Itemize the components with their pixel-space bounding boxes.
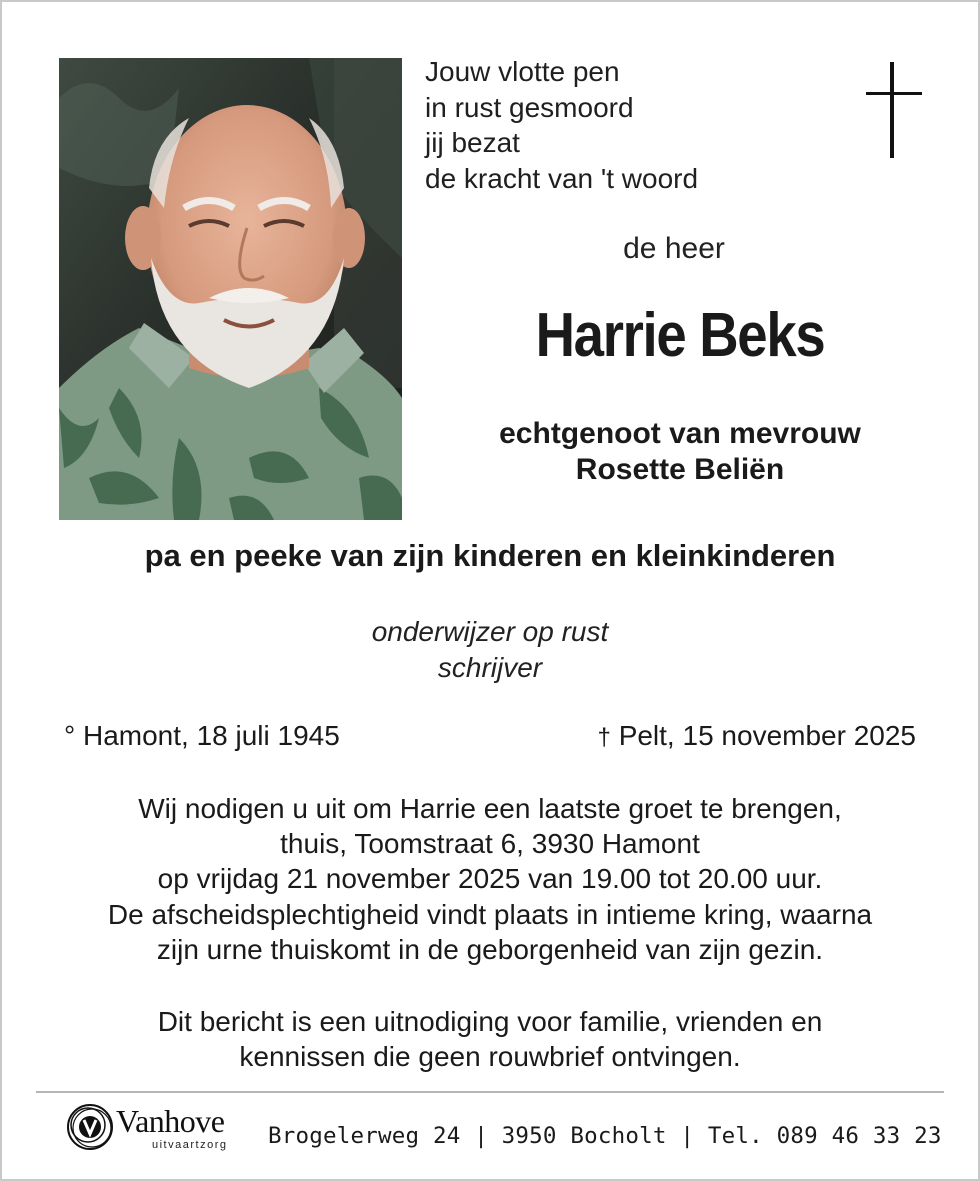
invitation-line: De afscheidsplechtigheid vindt plaats in intieme kring, waarna bbox=[107, 898, 873, 930]
funeral-home-logo bbox=[64, 1101, 254, 1157]
poem-line: Jouw vlotte pen bbox=[425, 56, 620, 87]
invitation-line: thuis, Toomstraat 6, 3930 Hamont bbox=[280, 828, 700, 860]
poem-line: de kracht van 't woord bbox=[425, 162, 699, 194]
birth-place-date: Hamont, 18 juli 1945 bbox=[82, 720, 340, 751]
death-info bbox=[598, 720, 916, 752]
spouse-name: Rosette Beliën bbox=[575, 453, 785, 486]
invitation-line: Wij nodigen u uit om Harrie een laatste groet te brengen, bbox=[138, 793, 842, 824]
notice-line: kennissen die geen rouwbrief ontvingen. bbox=[239, 1041, 741, 1073]
cross-icon bbox=[866, 62, 922, 158]
footer-divider bbox=[36, 1091, 944, 1093]
invitation-line: op vrijdag 21 november 2025 van 19.00 tot 20.00 uur. bbox=[157, 863, 823, 895]
invitation-text bbox=[0, 791, 980, 967]
title-prefix: de heer bbox=[623, 232, 725, 265]
birth-info bbox=[64, 720, 340, 752]
footer-address: Brogelerweg 24 | 3950 Bocholt | Tel. 089 46 33 23 bbox=[268, 1123, 942, 1149]
occupation-line: schrijver bbox=[437, 652, 543, 683]
logo-subtitle: uitvaartzorg bbox=[152, 1139, 228, 1151]
spouse-line: echtgenoot van mevrouw bbox=[499, 417, 861, 450]
deceased-name: Harrie Beks bbox=[535, 301, 825, 370]
logo-name: Vanhove bbox=[116, 1103, 225, 1139]
birth-mark: ° bbox=[64, 720, 76, 751]
poem-line: jij bezat bbox=[425, 127, 520, 158]
family-role: pa en peeke van zijn kinderen en kleinkinderen bbox=[144, 538, 836, 573]
poem-line: in rust gesmoord bbox=[425, 91, 634, 123]
logo-emblem-icon bbox=[64, 1101, 116, 1153]
portrait-photo bbox=[59, 58, 402, 520]
occupation-line: onderwijzer op rust bbox=[371, 616, 609, 647]
invitation-line: zijn urne thuiskomt in de geborgenheid van zijn gezin. bbox=[156, 933, 824, 965]
notice-text bbox=[0, 1004, 980, 1074]
spouse-text bbox=[420, 416, 940, 488]
dagger-icon: † bbox=[597, 724, 611, 751]
death-place-date: Pelt, 15 november 2025 bbox=[618, 720, 916, 751]
occupation bbox=[0, 614, 980, 686]
poem bbox=[425, 54, 698, 196]
notice-line: Dit bericht is een uitnodiging voor familie, vrienden en bbox=[157, 1006, 823, 1037]
